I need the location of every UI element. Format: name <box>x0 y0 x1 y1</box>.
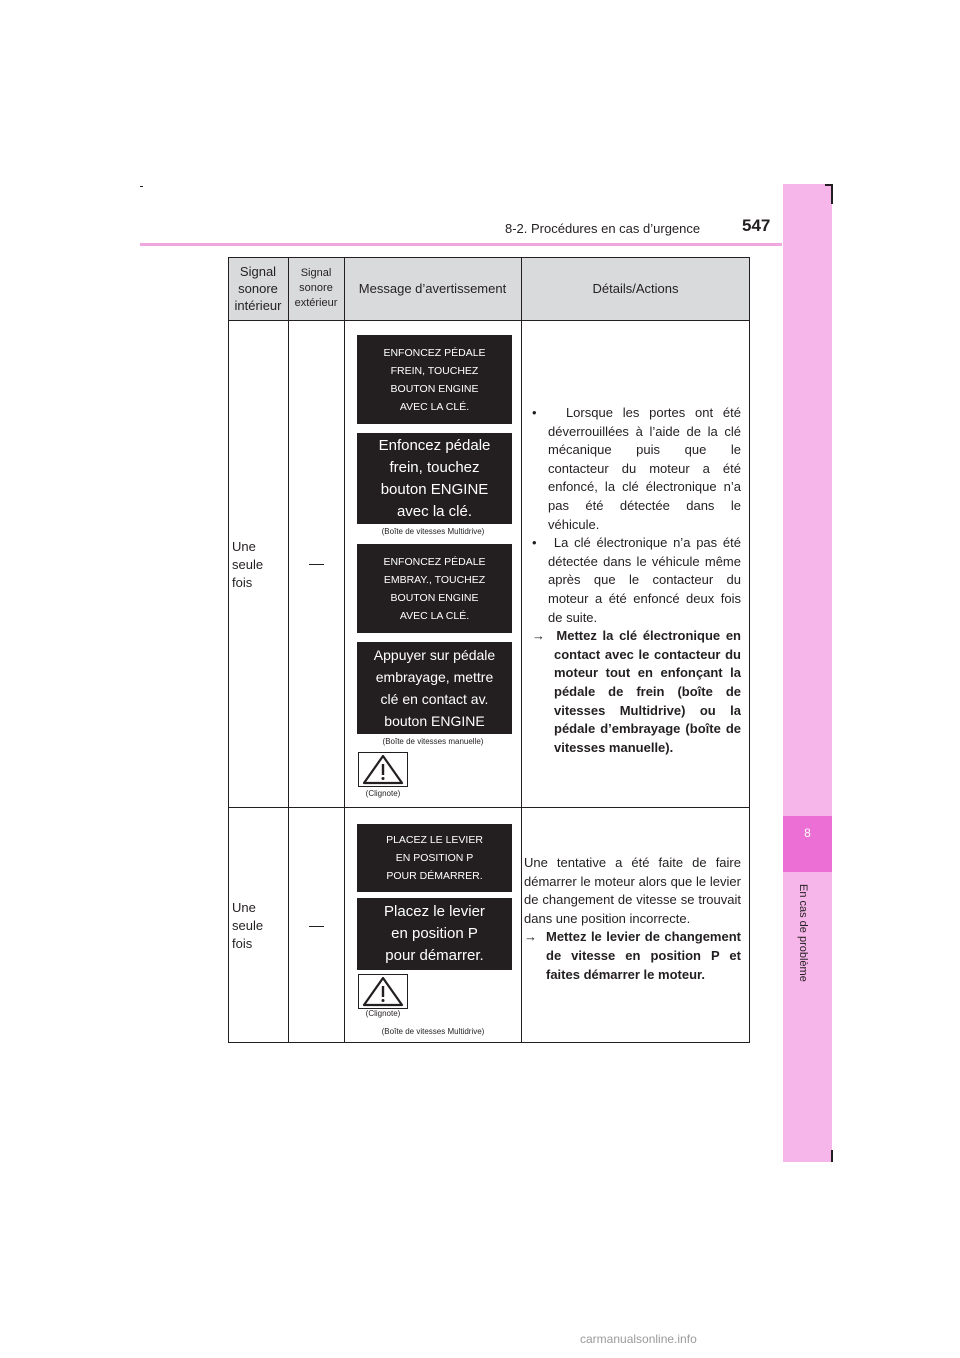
caption-flashes: (Clignote) <box>365 1009 401 1018</box>
warning-indicator-box <box>358 752 408 787</box>
crop-mark <box>140 186 143 187</box>
screen-line: ENFONCEZ PÉDALE <box>383 555 486 568</box>
screen-line: AVEC LA CLÉ. <box>399 400 470 413</box>
detail-text: Une tentative a été faite de faire démarrer le moteur alors que le levier de changement de vitesse se trouvait dans une position incorrecte. <box>524 855 741 926</box>
warning-screen-park-caps <box>357 824 512 892</box>
chapter-label: En cas de problème <box>797 884 809 982</box>
chapter-label-wrap <box>783 884 832 1024</box>
screen-line: pour démarrer. <box>385 947 484 964</box>
action-text: Mettez le levier de changement de vitesse en position P et faites démarrer le moteur. <box>546 929 741 982</box>
table-border <box>344 257 345 1043</box>
screen-line: Enfoncez pédale <box>378 436 491 454</box>
warning-screen-brake <box>357 433 512 524</box>
table-header <box>228 257 750 320</box>
caption-manual: (Boîte de vitesses manuelle) <box>382 737 484 746</box>
action-item <box>532 627 741 757</box>
warning-triangle-icon <box>359 975 407 1008</box>
detail-item <box>532 534 741 627</box>
detail-text: Lorsque les portes ont été déverrouillées à l’aide de la clé mécanique puis que le contacteur du moteur a été enfoncé, la clé électronique n’a pas été détectée dans le véhicule. <box>548 405 741 532</box>
screen-line: en position P <box>391 925 478 942</box>
screen-line: bouton ENGINE <box>384 713 485 729</box>
warning-table <box>228 257 750 1043</box>
screen-line: PLACEZ LE LEVIER <box>386 834 483 846</box>
screen-line: Appuyer sur pédale <box>373 647 496 663</box>
warning-screen-clutch <box>357 642 512 734</box>
watermark: carmanualsonline.info <box>580 1332 697 1346</box>
screen-line: EN POSITION P <box>395 852 474 864</box>
table-border <box>521 257 522 1043</box>
warning-triangle-icon <box>359 753 407 786</box>
action-item <box>524 928 741 984</box>
table-border <box>749 257 750 1043</box>
warning-indicator-box <box>358 974 408 1009</box>
caption-flashes: (Clignote) <box>365 789 401 798</box>
bullet-glyph: • <box>532 535 537 551</box>
warning-screen-brake-caps <box>357 335 512 424</box>
table-border <box>228 320 750 321</box>
screen-line: FREIN, TOUCHEZ <box>390 364 479 377</box>
screen-line: POUR DÉMARRER. <box>386 870 483 882</box>
table-border <box>228 1042 750 1043</box>
warning-screen-park <box>357 898 512 970</box>
detail-item <box>532 404 741 534</box>
chapter-number: 8 <box>804 826 811 840</box>
screen-line: bouton ENGINE <box>380 480 489 498</box>
table-border <box>288 257 289 1043</box>
table-border <box>228 257 750 258</box>
row2-details <box>524 854 741 984</box>
column-header-interior: Signal sonore intérieur <box>234 264 282 313</box>
screen-line: frein, touchez <box>389 458 480 476</box>
header-rule <box>140 243 782 246</box>
screen-line: avec la clé. <box>396 502 473 520</box>
screen-line: Placez le levier <box>384 903 485 920</box>
screen-line: BOUTON ENGINE <box>390 382 479 395</box>
column-header-exterior: Signal sonore extérieur <box>294 267 338 309</box>
detail-text: La clé électronique n’a pas été détectée dans le véhicule même après que le contacteur du moteur a été enfoncé deux fois de suite. <box>548 535 741 625</box>
tab-corner-bottom-side <box>831 1150 833 1162</box>
table-border <box>228 807 750 808</box>
row2-interior-signal: Une seule fois <box>232 900 264 951</box>
bullet-glyph: • <box>532 405 537 420</box>
section-title: 8-2. Procédures en cas d’urgence <box>505 221 701 236</box>
screen-line: ENFONCEZ PÉDALE <box>383 346 486 359</box>
screen-line: embrayage, mettre <box>375 669 494 685</box>
chapter-number-tab <box>783 816 832 872</box>
tab-corner-top-side <box>831 184 833 204</box>
row2-exterior-signal <box>309 926 324 927</box>
screen-line: BOUTON ENGINE <box>390 591 479 604</box>
row1-exterior-signal <box>309 564 324 565</box>
screen-line: clé en contact av. <box>380 691 489 707</box>
table-border <box>228 257 229 1043</box>
row1-details <box>532 404 741 757</box>
screen-line: AVEC LA CLÉ. <box>399 609 470 622</box>
screen-line: EMBRAY., TOUCHEZ <box>383 573 486 586</box>
column-header-details: Détails/Actions <box>592 281 679 296</box>
caption-multidrive: (Boîte de vitesses Multidrive) <box>381 527 485 536</box>
caption-multidrive: (Boîte de vitesses Multidrive) <box>381 1027 485 1036</box>
page-number: 547 <box>742 216 771 235</box>
row1-interior-signal: Une seule fois <box>232 539 264 590</box>
action-text: Mettez la clé électronique en contact avec le contacteur du moteur tout en enfonçant la pédale de frein (boîte de vitesses Multidrive) ou la pédale d’embrayage (boîte de vitesses manuelle). <box>554 628 741 755</box>
warning-screen-clutch-caps <box>357 544 512 633</box>
column-header-message: Message d’avertissement <box>358 281 507 296</box>
arrow-icon: → <box>524 929 537 945</box>
arrow-icon: → <box>532 628 545 644</box>
